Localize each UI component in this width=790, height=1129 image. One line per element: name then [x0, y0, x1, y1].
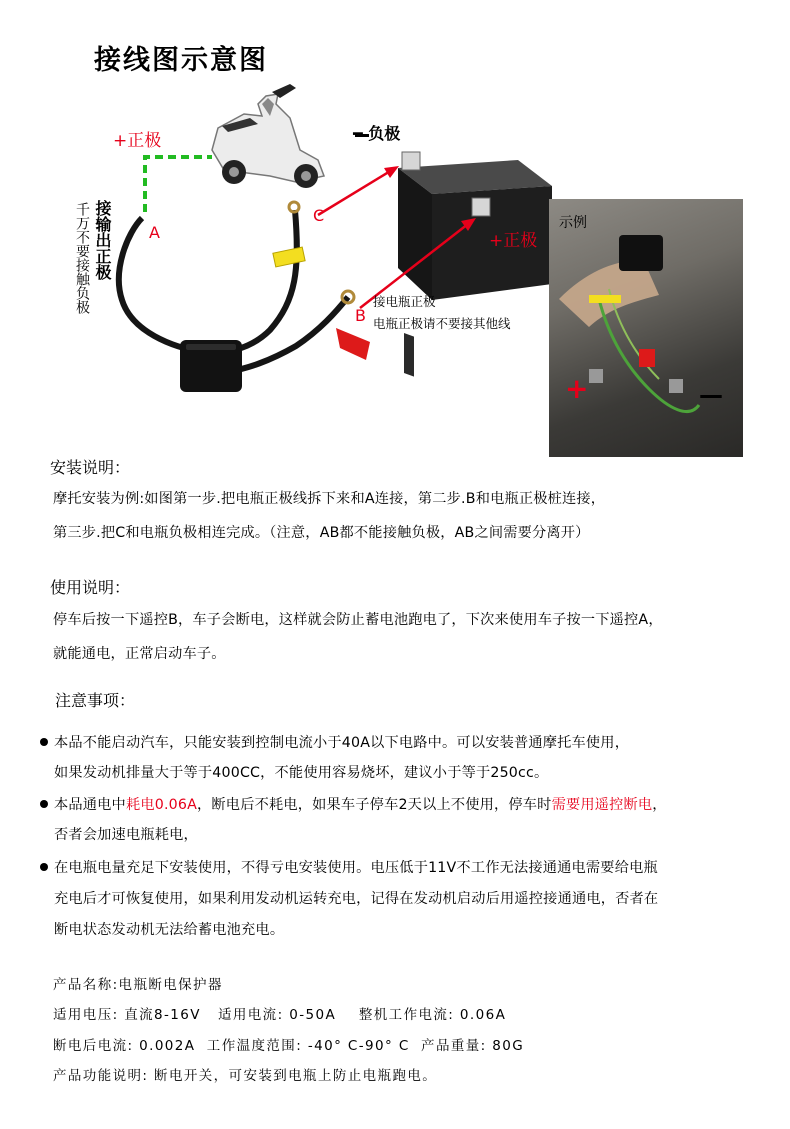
- note-2-line-1: [40, 794, 667, 814]
- bullet-icon: [40, 738, 48, 746]
- terminal-positive-label: +正极: [489, 231, 538, 251]
- usage-line-1: 停车后按一下遥控B，车子会断电，这样就会防止蓄电池跑电了，下次来使用车子按一下遥控A，: [53, 612, 663, 628]
- black-cable-a: [200, 210, 297, 356]
- photo-plus-sign: +: [565, 372, 589, 405]
- note-3-line-3: 断电状态发动机无法给蓄电池充电。: [54, 922, 285, 938]
- usage-heading: 使用说明：: [50, 578, 131, 597]
- bullet-icon: [40, 800, 48, 808]
- scooter-image: [212, 84, 324, 188]
- note-2-mid: ，断电后不耗电，如果车子停车2天以上不使用，停车时: [197, 797, 552, 813]
- spec-voltage-current: 适用电压: 直流8-16V 适用电流: 0-50A 整机工作电流: 0.06A: [53, 1007, 507, 1023]
- usage-line-2: 就能通电，正常启动车子。: [53, 646, 226, 662]
- example-photo: [549, 199, 743, 457]
- label-a: A: [149, 223, 160, 242]
- note-2-line-2: 否者会加速电瓶耗电，: [54, 827, 198, 843]
- example-label: 示例: [559, 215, 587, 231]
- install-line-2: 第三步.把C和电瓶负极相连完成。（注意，AB都不能接触负极，AB之间需要分离开）: [53, 525, 590, 541]
- photo-minus-sign: —: [699, 381, 723, 409]
- label-b: B: [355, 306, 366, 325]
- note-2-prefix: 本品通电中: [54, 797, 126, 813]
- connect-output-label: 接输出正极: [93, 200, 112, 280]
- note-b-line1: 接电瓶正极: [373, 294, 436, 309]
- note-2-remote-warning: 需要用遥控断电: [551, 797, 653, 813]
- note-2-power-draw: 耗电0.06A: [125, 797, 198, 813]
- install-heading: 安装说明：: [50, 458, 131, 477]
- note-1-text: 本品不能启动汽车，只能安装到控制电流小于40A以下电路中。可以安装普通摩托车使用，: [54, 735, 630, 751]
- negative-label: ━ 负极: [353, 124, 401, 143]
- warning-vertical: 千万不要接触负极: [74, 202, 90, 314]
- spec-standby-temp-weight: 断电后电流: 0.002A 工作温度范围: -40° C-90° C 产品重量: 80G: [53, 1038, 525, 1054]
- note-3-text: 在电瓶电量充足下安装使用，不得亏电安装使用。电压低于11V不工作无法接通通电需要给电瓶: [54, 860, 658, 876]
- note-3-line-1: [40, 857, 658, 877]
- spec-function: 产品功能说明: 断电开关，可安装到电瓶上防止电瓶跑电。: [53, 1068, 438, 1084]
- page-title: 接线图示意图: [94, 45, 268, 76]
- notes-heading: 注意事项：: [55, 691, 136, 710]
- note-1-line-2: 如果发动机排量大于等于400CC，不能使用容易烧坏，建议小于等于250cc。: [54, 765, 549, 781]
- install-line-1: 摩托安装为例:如图第一步.把电瓶正极线拆下来和A连接，第二步.B和电瓶正极桩连接，: [53, 491, 606, 507]
- note-3-line-2: 充电后才可恢复使用，如果利用发动机运转充电，记得在发动机启动后用遥控接通通电，否者在: [54, 891, 659, 907]
- battery-image: [398, 152, 552, 377]
- note-1-line-1: [40, 732, 629, 752]
- label-c: C: [313, 206, 325, 225]
- note-2-suffix: ，: [652, 797, 667, 813]
- spec-product-name: 产品名称:电瓶断电保护器: [53, 977, 223, 993]
- positive-label: +正极: [113, 131, 162, 151]
- control-box: [180, 340, 242, 392]
- note-b-line2: 电瓶正极请不要接其他线: [373, 316, 511, 331]
- bullet-icon: [40, 863, 48, 871]
- positive-dashed-line: [145, 157, 212, 212]
